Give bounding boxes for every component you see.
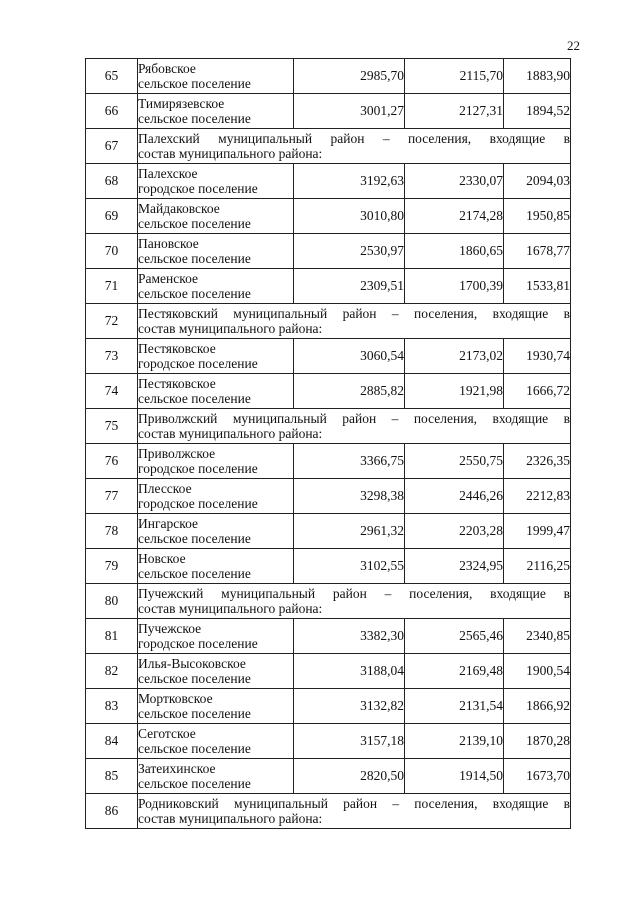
settlement-name-line1: Плесское bbox=[138, 481, 192, 496]
district-header bbox=[138, 584, 571, 619]
value-col-1: 3382,30 bbox=[294, 619, 405, 654]
value-col-2: 2139,10 bbox=[405, 724, 504, 759]
settlement-name bbox=[138, 164, 294, 199]
settlement-name bbox=[138, 549, 294, 584]
settlement-name-line1: Затеихинское bbox=[138, 761, 216, 776]
row-number: 66 bbox=[86, 94, 138, 129]
district-header-line2: состав муниципального района: bbox=[138, 811, 323, 826]
settlement-name bbox=[138, 444, 294, 479]
value-col-2: 2203,28 bbox=[405, 514, 504, 549]
settlement-name-line2: сельское поселение bbox=[138, 706, 251, 721]
district-header-line1: Пучежский муниципальный район – поселения, входящие в bbox=[138, 586, 570, 601]
settlement-name-line1: Пестяковское bbox=[138, 341, 216, 356]
table-row bbox=[86, 339, 571, 374]
district-header bbox=[138, 129, 571, 164]
value-col-3: 2212,83 bbox=[504, 479, 571, 514]
tariff-table bbox=[85, 58, 571, 829]
value-col-3: 1666,72 bbox=[504, 374, 571, 409]
district-header-line2: состав муниципального района: bbox=[138, 321, 323, 336]
row-number: 86 bbox=[86, 794, 138, 829]
row-number: 65 bbox=[86, 59, 138, 94]
value-col-3: 1673,70 bbox=[504, 759, 571, 794]
page-number: 22 bbox=[567, 38, 580, 53]
settlement-name bbox=[138, 654, 294, 689]
value-col-1: 3001,27 bbox=[294, 94, 405, 129]
value-col-2: 2115,70 bbox=[405, 59, 504, 94]
table-row bbox=[86, 94, 571, 129]
table-row bbox=[86, 724, 571, 759]
district-header bbox=[138, 409, 571, 444]
row-number: 76 bbox=[86, 444, 138, 479]
settlement-name-line1: Ингарское bbox=[138, 516, 199, 531]
row-number: 83 bbox=[86, 689, 138, 724]
settlement-name-line2: сельское поселение bbox=[138, 531, 251, 546]
settlement-name bbox=[138, 619, 294, 654]
value-col-2: 1860,65 bbox=[405, 234, 504, 269]
table-section-row bbox=[86, 129, 571, 164]
value-col-1: 2309,51 bbox=[294, 269, 405, 304]
settlement-name bbox=[138, 234, 294, 269]
table-row bbox=[86, 59, 571, 94]
table-section-row bbox=[86, 409, 571, 444]
settlement-name-line2: городское поселение bbox=[138, 356, 258, 371]
settlement-name-line2: городское поселение bbox=[138, 461, 258, 476]
district-header bbox=[138, 794, 571, 829]
district-header-line2: состав муниципального района: bbox=[138, 601, 323, 616]
row-number: 68 bbox=[86, 164, 138, 199]
row-number: 72 bbox=[86, 304, 138, 339]
settlement-name-line2: городское поселение bbox=[138, 636, 258, 651]
settlement-name-line1: Пановское bbox=[138, 236, 199, 251]
value-col-1: 3298,38 bbox=[294, 479, 405, 514]
value-col-3: 1870,28 bbox=[504, 724, 571, 759]
row-number: 77 bbox=[86, 479, 138, 514]
value-col-2: 2324,95 bbox=[405, 549, 504, 584]
table-row bbox=[86, 374, 571, 409]
settlement-name bbox=[138, 759, 294, 794]
table-row bbox=[86, 479, 571, 514]
table-section-row bbox=[86, 794, 571, 829]
settlement-name bbox=[138, 94, 294, 129]
value-col-2: 2173,02 bbox=[405, 339, 504, 374]
row-number: 80 bbox=[86, 584, 138, 619]
table-section-row bbox=[86, 584, 571, 619]
value-col-3: 1999,47 bbox=[504, 514, 571, 549]
settlement-name-line2: сельское поселение bbox=[138, 566, 251, 581]
value-col-3: 2094,03 bbox=[504, 164, 571, 199]
settlement-name-line1: Раменское bbox=[138, 271, 199, 286]
settlement-name-line1: Илья-Высоковское bbox=[138, 656, 246, 671]
settlement-name bbox=[138, 724, 294, 759]
value-col-2: 2446,26 bbox=[405, 479, 504, 514]
table-row bbox=[86, 269, 571, 304]
table-row bbox=[86, 164, 571, 199]
value-col-1: 3102,55 bbox=[294, 549, 405, 584]
settlement-name-line2: сельское поселение bbox=[138, 111, 251, 126]
settlement-name-line1: Мортковское bbox=[138, 691, 213, 706]
settlement-name-line2: сельское поселение bbox=[138, 286, 251, 301]
table-row bbox=[86, 199, 571, 234]
row-number: 79 bbox=[86, 549, 138, 584]
value-col-1: 3366,75 bbox=[294, 444, 405, 479]
settlement-name-line1: Тимирязевское bbox=[138, 96, 225, 111]
row-number: 74 bbox=[86, 374, 138, 409]
row-number: 71 bbox=[86, 269, 138, 304]
district-header-line1: Приволжский муниципальный район – поселения, входящие в bbox=[138, 411, 570, 426]
value-col-3: 1950,85 bbox=[504, 199, 571, 234]
row-number: 85 bbox=[86, 759, 138, 794]
settlement-name-line1: Майдаковское bbox=[138, 201, 220, 216]
value-col-3: 1930,74 bbox=[504, 339, 571, 374]
value-col-1: 2985,70 bbox=[294, 59, 405, 94]
row-number: 78 bbox=[86, 514, 138, 549]
value-col-1: 2530,97 bbox=[294, 234, 405, 269]
value-col-3: 2340,85 bbox=[504, 619, 571, 654]
value-col-3: 1883,90 bbox=[504, 59, 571, 94]
row-number: 70 bbox=[86, 234, 138, 269]
settlement-name bbox=[138, 479, 294, 514]
value-col-3: 1894,52 bbox=[504, 94, 571, 129]
district-header-line2: состав муниципального района: bbox=[138, 146, 323, 161]
settlement-name-line2: сельское поселение bbox=[138, 776, 251, 791]
value-col-1: 3192,63 bbox=[294, 164, 405, 199]
settlement-name-line1: Палехское bbox=[138, 166, 198, 181]
table-row bbox=[86, 234, 571, 269]
settlement-name-line2: сельское поселение bbox=[138, 216, 251, 231]
settlement-name-line1: Новское bbox=[138, 551, 186, 566]
value-col-2: 2330,07 bbox=[405, 164, 504, 199]
row-number: 81 bbox=[86, 619, 138, 654]
settlement-name-line2: городское поселение bbox=[138, 496, 258, 511]
value-col-3: 1866,92 bbox=[504, 689, 571, 724]
value-col-2: 2127,31 bbox=[405, 94, 504, 129]
district-header bbox=[138, 304, 571, 339]
table-row bbox=[86, 654, 571, 689]
row-number: 69 bbox=[86, 199, 138, 234]
value-col-3: 1678,77 bbox=[504, 234, 571, 269]
settlement-name bbox=[138, 59, 294, 94]
value-col-1: 2961,32 bbox=[294, 514, 405, 549]
value-col-2: 1700,39 bbox=[405, 269, 504, 304]
settlement-name bbox=[138, 339, 294, 374]
value-col-3: 2116,25 bbox=[504, 549, 571, 584]
settlement-name bbox=[138, 514, 294, 549]
value-col-3: 2326,35 bbox=[504, 444, 571, 479]
settlement-name bbox=[138, 689, 294, 724]
value-col-3: 1533,81 bbox=[504, 269, 571, 304]
district-header-line1: Пестяковский муниципальный район – поселения, входящие в bbox=[138, 306, 570, 321]
row-number: 75 bbox=[86, 409, 138, 444]
value-col-1: 2885,82 bbox=[294, 374, 405, 409]
settlement-name-line1: Рябовское bbox=[138, 61, 196, 76]
value-col-2: 2565,46 bbox=[405, 619, 504, 654]
settlement-name-line2: сельское поселение bbox=[138, 251, 251, 266]
table-row bbox=[86, 444, 571, 479]
district-header-line1: Родниковский муниципальный район – поселения, входящие в bbox=[138, 796, 570, 811]
value-col-2: 2174,28 bbox=[405, 199, 504, 234]
value-col-2: 1921,98 bbox=[405, 374, 504, 409]
row-number: 82 bbox=[86, 654, 138, 689]
table-section-row bbox=[86, 304, 571, 339]
district-header-line1: Палехский муниципальный район – поселения, входящие в bbox=[138, 131, 570, 146]
settlement-name bbox=[138, 199, 294, 234]
value-col-1: 3060,54 bbox=[294, 339, 405, 374]
row-number: 73 bbox=[86, 339, 138, 374]
table-body bbox=[86, 59, 571, 829]
value-col-1: 3010,80 bbox=[294, 199, 405, 234]
settlement-name-line1: Сеготское bbox=[138, 726, 196, 741]
table-row bbox=[86, 549, 571, 584]
district-header-line2: состав муниципального района: bbox=[138, 426, 323, 441]
table-row bbox=[86, 689, 571, 724]
table-row bbox=[86, 619, 571, 654]
settlement-name-line1: Приволжское bbox=[138, 446, 216, 461]
settlement-name bbox=[138, 374, 294, 409]
row-number: 84 bbox=[86, 724, 138, 759]
settlement-name-line2: сельское поселение bbox=[138, 741, 251, 756]
settlement-name-line1: Пучежское bbox=[138, 621, 202, 636]
value-col-2: 2169,48 bbox=[405, 654, 504, 689]
settlement-name-line2: городское поселение bbox=[138, 181, 258, 196]
value-col-3: 1900,54 bbox=[504, 654, 571, 689]
value-col-1: 3157,18 bbox=[294, 724, 405, 759]
value-col-1: 3132,82 bbox=[294, 689, 405, 724]
settlement-name-line2: сельское поселение bbox=[138, 76, 251, 91]
value-col-1: 3188,04 bbox=[294, 654, 405, 689]
value-col-2: 1914,50 bbox=[405, 759, 504, 794]
row-number: 67 bbox=[86, 129, 138, 164]
settlement-name-line2: сельское поселение bbox=[138, 671, 251, 686]
table-row bbox=[86, 514, 571, 549]
settlement-name-line2: сельское поселение bbox=[138, 391, 251, 406]
value-col-1: 2820,50 bbox=[294, 759, 405, 794]
settlement-name-line1: Пестяковское bbox=[138, 376, 216, 391]
table-row bbox=[86, 759, 571, 794]
value-col-2: 2131,54 bbox=[405, 689, 504, 724]
value-col-2: 2550,75 bbox=[405, 444, 504, 479]
settlement-name bbox=[138, 269, 294, 304]
